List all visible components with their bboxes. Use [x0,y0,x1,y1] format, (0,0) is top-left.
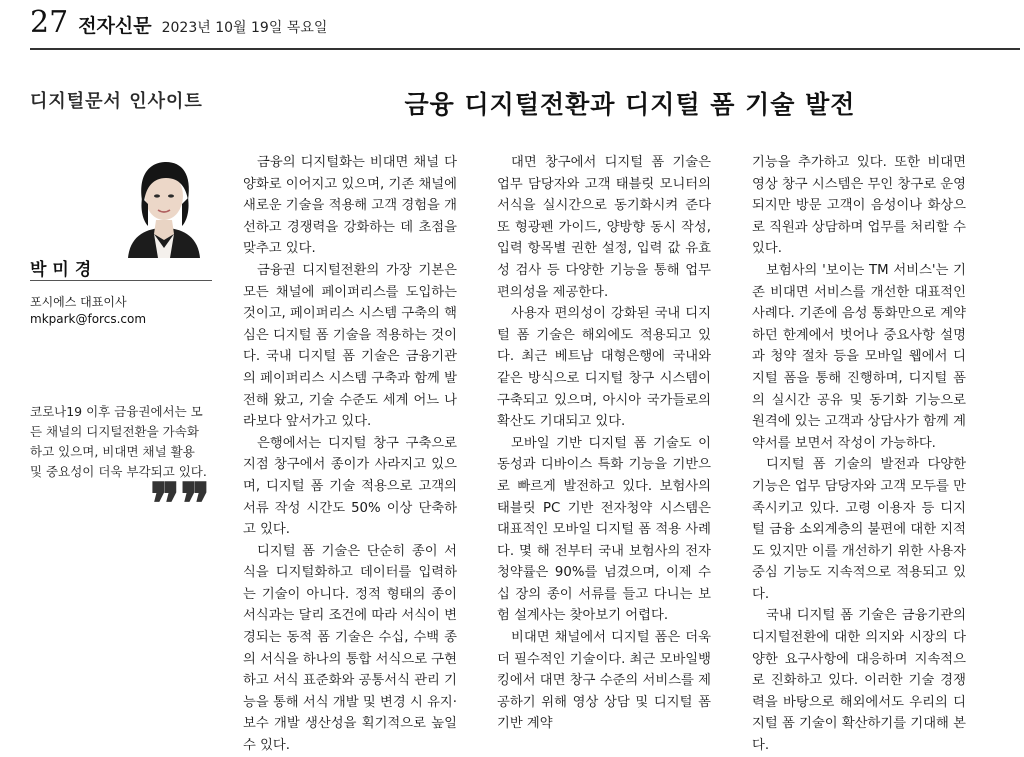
paper-name: 전자신문 [78,15,152,37]
quote-mark-icon: ❞❞ [150,471,211,537]
article-headline: 금융 디지털전환과 디지털 폼 기술 발전 [404,90,856,119]
paragraph: 보험사의 '보이는 TM 서비스'는 기존 비대면 서비스를 개선한 대표적인 사례다. 기존에 음성 통화만으로 계약하던 한계에서 벗어나 중요사항 설명과 청약 절차 등을 모바일 웹에서 디지털 폼을 통해 진행하며, 디지털 폼의 실시간 공유 및 동기화 기능으로 원격에 있는 고객과 상담사가 함께 계약서를 보면서 작성이 가능하다. [752,262,966,451]
section-label: 디지털문서 인사이트 [30,91,203,112]
paragraph: 디지털 폼 기술의 발전과 다양한 기능은 업무 담당자와 고객 모두를 만족시키고 있다. 고령 이용자 등 디지털 금융 소외계층의 불편에 대한 지적도 있지만 이를 개선하기 위한 사용자 중심 기능도 지속적으로 적용되고 있다. [752,457,966,602]
author-email[interactable]: mkpark@forcs.com [30,312,147,326]
paragraph: 은행에서는 디지털 창구 구축으로 지점 창구에서 종이가 사라지고 있으며, 디지털 폼 기술 적용으로 고객의 서류 작성 시간도 50% 이상 단축하고 있다. [243,435,457,538]
paragraph: 금융의 디지털화는 비대면 채널 다양화로 이어지고 있으며, 기존 채널에 새로운 기술을 적용해 고객 경험을 개선하고 경쟁력을 강화하는 데 초점을 맞추고 있다. [243,155,457,257]
paragraph: 기능을 추가하고 있다. 또한 비대면 영상 창구 시스템은 무인 창구로 운영되지만 방문 고객이 음성이나 화상으로 직원과 상담하며 업무를 처리할 수 있다. [752,155,966,257]
paragraph: 국내 디지털 폼 기술은 금융기관의 디지털전환에 대한 의지와 시장의 다양한 요구사항에 대응하며 지속적으로 진화하고 있다. 이러한 기술 경쟁력을 바탕으로 해외에서도 우리의 디지털 폼 기술이 확산하기를 기대해 본다. [752,608,966,754]
author-divider [30,280,212,281]
paragraph: 사용자 편의성이 강화된 국내 디지털 폼 기술은 해외에도 적용되고 있다. 최근 베트남 대형은행에 국내와 같은 방식으로 디지털 창구 시스템이 구축되고 있으며, 아시아 국가들로의 확산도 기대되고 있다. [497,306,711,430]
author-photo [118,148,210,258]
paragraph: 대면 창구에서 디지털 폼 기술은 업무 담당자와 고객 태블릿 모니터의 서식을 실시간으로 동기화시켜 준다 또 형광펜 가이드, 양방향 동시 작성, 입력 항목별 권한 설정, 입력 값 유효성 검사 등 다양한 기능을 통해 업무 편의성을 제공한다. [497,155,711,300]
paragraph: 금융권 디지털전환의 가장 기본은 모든 채널에 페이퍼리스를 도입하는 것이고, 페이퍼리스 시스템 구축의 핵심은 디지털 폼 기술을 적용하는 것이다. 국내 디지털 폼 기술은 금융기관의 페이퍼리스 시스템 구축과 함께 발전해 왔고, 기술 수준도 세계 어느 나라보다 앞서가고 있다. [243,262,457,430]
publication-date: 2023년 10월 19일 목요일 [161,20,328,36]
paragraph: 모바일 기반 디지털 폼 기술도 이동성과 디바이스 특화 기능을 기반으로 빠르게 발전하고 있다. 보험사의 태블릿 PC 기반 전자청약 시스템은 대표적인 모바일 디지털 폼 적용 사례다. 몇 해 전부터 국내 보험사의 전자청약률은 90%를 넘겼으며, 이제 수십 장의 종이 서류를 들고 다니는 보험 설계사는 찾아보기 어렵다. [497,435,711,624]
header-divider [30,48,1020,50]
article-column-2 [497,152,711,735]
author-title: 포시에스 대표이사 [30,295,127,309]
paragraph: 디지털 폼 기술은 단순히 종이 서식을 디지털화하고 데이터를 입력하는 기술이 아니다. 정적 형태의 종이 서식과는 달리 조건에 따라 서식이 변경되는 동적 폼 기술은 수십, 수백 종의 서식을 하나의 통합 서식으로 구현하고 서식 표준화와 공통서식 관리 기능을 통해 서식 개발 및 변경 시 유지·보수 개발 생산성을 획기적으로 높일 수 있다. [243,543,457,754]
article-column-1 [243,152,457,757]
article-column-3 [752,152,966,757]
masthead [30,5,328,42]
pull-quote: 코로나19 이후 금융권에서는 모든 채널의 디지털전환을 가속화하고 있으며, 비대면 채널 활용 및 중요성이 더욱 부각되고 있다. [30,404,207,479]
author-name: 박미경 [30,260,98,280]
page-number: 27 [30,5,69,40]
paragraph: 비대면 채널에서 디지털 폼은 더욱더 필수적인 기술이다. 최근 모바일뱅킹에서 대면 창구 수준의 서비스를 제공하기 위해 영상 상담 및 디지털 폼 기반 계약 [497,630,711,732]
